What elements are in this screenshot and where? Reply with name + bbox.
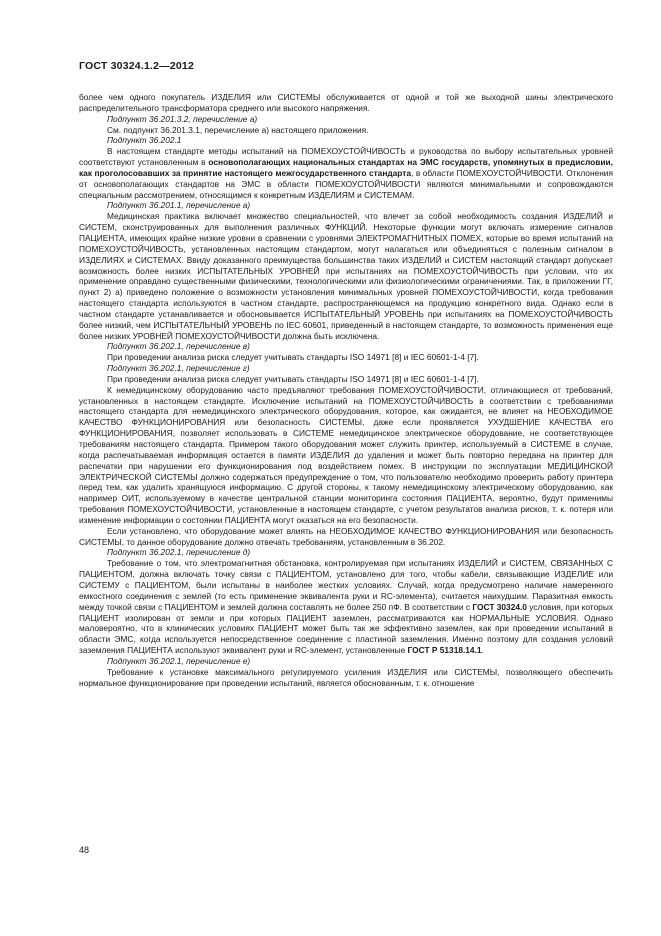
subclause-reference: Подпункт 36.202.1, перечисление в) bbox=[107, 341, 250, 352]
paragraph: При проведении анализа риска следует учитывать стандарты ISO 14971 [8] и IEC 60601-1-4 [7]. bbox=[107, 352, 479, 363]
paragraph-text: . bbox=[481, 645, 484, 656]
paragraph: Медицинская практика включает множество специальностей, что влечет за собой необходимость создания ИЗДЕЛИЙ и СИСТЕМ, сконструированных для выполнения различных ФУНКЦИЙ. Некоторые функции могут включать измерение сигналов ПАЦИЕНТА, имеющих крайне низкие уровни в сравнении с уровнями ЭЛЕКТРОМАГНИТНЫХ ПОМЕХ, которые во время испытаний на ПОМЕХОУСТОЙЧИВОСТЬ, установленных настоящим стандартом, могут налагаться или объединяться с полезным сигналом в ИЗДЕЛИЯХ и СИСТЕМАХ. Ввиду доказанного преимущества большинства таких ИЗДЕЛИЙ и СИСТЕМ настоящий стандарт допускает возможность более низких ИСПЫТАТЕЛЬНЫХ УРОВНЕЙ при испытаниях на ПОМЕХОУСТОЙЧИВОСТЬ при условии, что их применение оправдано существенными физическими, технологическими или физиологическими ограничениями. Так, в приложении ГГ, пункт 2) а) приведено положение о возможности установления минимальных уровней ПОМЕХОУСТОЙЧИВОСТИ, когда требования настоящего стандарта используются в частном стандарте, распространяющемся на продукцию конкретного вида. Однако если в частном стандарте устанавливается и обосновывается ИСПЫТАТЕЛЬНЫЙ УРОВЕНЬ при испытаниях на ПОМЕХОУСТОЙЧИВОСТЬ более низкий, чем ИСПЫТАТЕЛЬНЫЙ УРОВЕНЬ по IEC 60601, приведенный в настоящем стандарте, то возможность применения еще более низких УРОВНЕЙ ПОМЕХОУСТОЙЧИВОСТИ должна быть исключена. bbox=[79, 211, 613, 341]
paragraph: При проведении анализа риска следует учитывать стандарты ISO 14971 [8] и IEC 60601-1-4 [7]. bbox=[107, 373, 479, 384]
subclause-reference: Подпункт 36.201.1, перечисление а) bbox=[107, 200, 251, 211]
subclause-reference: Подпункт 36.201.3.2, перечисление а) bbox=[107, 113, 258, 124]
paragraph: Требование к установке максимального регулируемого усиления ИЗДЕЛИЯ или СИСТЕМЫ, позволяющего обеспечить нормальное функционирование при проведении испытаний, является обоснованным, т. к. отношение bbox=[79, 666, 613, 688]
subclause-reference: Подпункт 36.202.1, перечисление е) bbox=[107, 655, 251, 666]
subclause-reference: Подпункт 36.202.1 bbox=[107, 135, 182, 146]
paragraph-bold-text: основополагающих национальных стандартах на ЭМС государств, упомянутых в предисловии, как проголосовавших за принятие настоящего межгосударственного стандарта bbox=[79, 157, 613, 178]
paragraph-bold-text: ГОСТ Р 51318.14.1 bbox=[407, 645, 482, 656]
paragraph: Если установлено, что оборудование может влиять на НЕОБХОДИМОЕ КАЧЕСТВО ФУНКЦИОНИРОВАНИЯ или безопасность СИСТЕМЫ, то данное оборудование должно отвечать требованиям, установленным в 36.202. bbox=[79, 525, 613, 547]
paragraph-text: Требование о том, что электромагнитная обстановка, контролируемая при испытаниях ИЗДЕЛИЙ и СИСТЕМ, СВЯЗАННЫХ С ПАЦИЕНТОМ, должна включать точку связи с ПАЦИЕНТОМ, установлено для того, чтобы кабели, связывающие ИЗДЕЛИЕ или СИСТЕМУ с ПАЦИЕНТОМ, были испытаны в наиболее жестких условиях. Случай, когда предусмотрено наличие намеренного емкостного соединения с землей (то есть применение эквивалента руки и RC-элемента), считается наихудшим. Паразитная емкость между точкой связи с ПАЦИЕНТОМ и землей должна составлять не более 250 пФ. В соответствии с bbox=[79, 558, 613, 612]
subclause-reference: Подпункт 36.202.1, перечисление г) bbox=[107, 363, 250, 374]
paragraph bbox=[79, 146, 613, 200]
paragraph: более чем одного покупатель ИЗДЕЛИЯ или СИСТЕМЫ обслуживается от одной и той же выходной шины электрического распределительного трансформатора среднего или высокого напряжения. bbox=[79, 92, 613, 113]
paragraph: К немедицинскому оборудованию часто предъявляют требования ПОМЕХОУСТОЙЧИВОСТИ, отличающиеся от требований, установленных в настоящем стандарте. Исключение испытаний на ПОМЕХОУСТОЙЧИВОСТЬ в соответствии с требованиями настоящего стандарта для немедицинского электрического оборудования, которое, как ожидается, не влияет на НЕОБХОДИМОЕ КАЧЕСТВО ФУНКЦИОНИРОВАНИЯ или безопасность СИСТЕМЫ, даже если проявляется УХУДШЕНИЕ КАЧЕСТВА его ФУНКЦИОНИРОВАНИЯ, позволяет использовать в СИСТЕМЕ немедицинское электрическое оборудование, не соответствующее требованиям настоящего стандарта. Примером такого оборудования может служить принтер, используемый в СИСТЕМЕ в случае, когда распечатываемая информация остается в памяти ИЗДЕЛИЯ до удаления и может быть повторно передана на принтер для распечатки при нарушении его функционирования под воздействием помех. В инструкции по эксплуатации МЕДИЦИНСКОЙ ЭЛЕКТРИЧЕСКОЙ СИСТЕМЫ должно содержаться предупреждение о том, что пользователю необходимо проверить работу принтера перед тем, как удалить хранящуюся информацию. С другой стороны, к такому немедицинскому электрическому оборудованию, как например ОИТ, используемому в качестве центральной станции мониторинга состояния ПАЦИЕНТА, вероятно, будут применимы требования ПОМЕХОУСТОЙЧИВОСТИ, установленные в настоящем стандарте, с учетом результатов анализа рисков, т. к. потеря или изменение информации о состоянии ПАЦИЕНТА могут оказаться на его безопасности. bbox=[79, 384, 613, 525]
subclause-reference: Подпункт 36.202.1, перечисление д) bbox=[107, 547, 251, 558]
paragraph-bold-text: ГОСТ 30324.0 bbox=[472, 601, 527, 612]
document-body bbox=[79, 92, 613, 688]
paragraph-text: , в области ПОМЕХОУСТОЙЧИВОСТИ. Отклонения от основополагающих стандартов на ЭМС в области ПОМЕХОУСТОЙЧИВОСТИ являются минимальными и сопровождаются специальным рассмотрением, относящимся к конкретным ИЗДЕЛИЯМ и СИСТЕМАМ. bbox=[79, 167, 613, 200]
standard-header: ГОСТ 30324.1.2—2012 bbox=[79, 60, 195, 72]
paragraph bbox=[79, 558, 613, 656]
page-number: 48 bbox=[79, 845, 90, 855]
paragraph: См. подпункт 36.201.3.1, перечисление а) настоящего приложения. bbox=[107, 124, 369, 135]
paragraph-text: В настоящем стандарте методы испытаний на ПОМЕХОУСТОЙЧИВОСТЬ и руководства по выбору испытательных уровней соответствуют установленным в bbox=[79, 146, 613, 168]
paragraph-text: условия, при которых ПАЦИЕНТ изолирован от земли и при которых ПАЦИЕНТ заземлен, рассматриваются как НОРМАЛЬНЫЕ УСЛОВИЯ. Однако маловероятно, что в клинических условиях ПАЦИЕНТ может быть так же эффективно заземлен, как при проведении испытаний в области ЭМС, когда используется непосредственное соединение с пластиной заземления. Именно поэтому для создания условий заземления ПАЦИЕНТА используют эквивалент руки и RC-элемент, установленные bbox=[79, 601, 613, 656]
